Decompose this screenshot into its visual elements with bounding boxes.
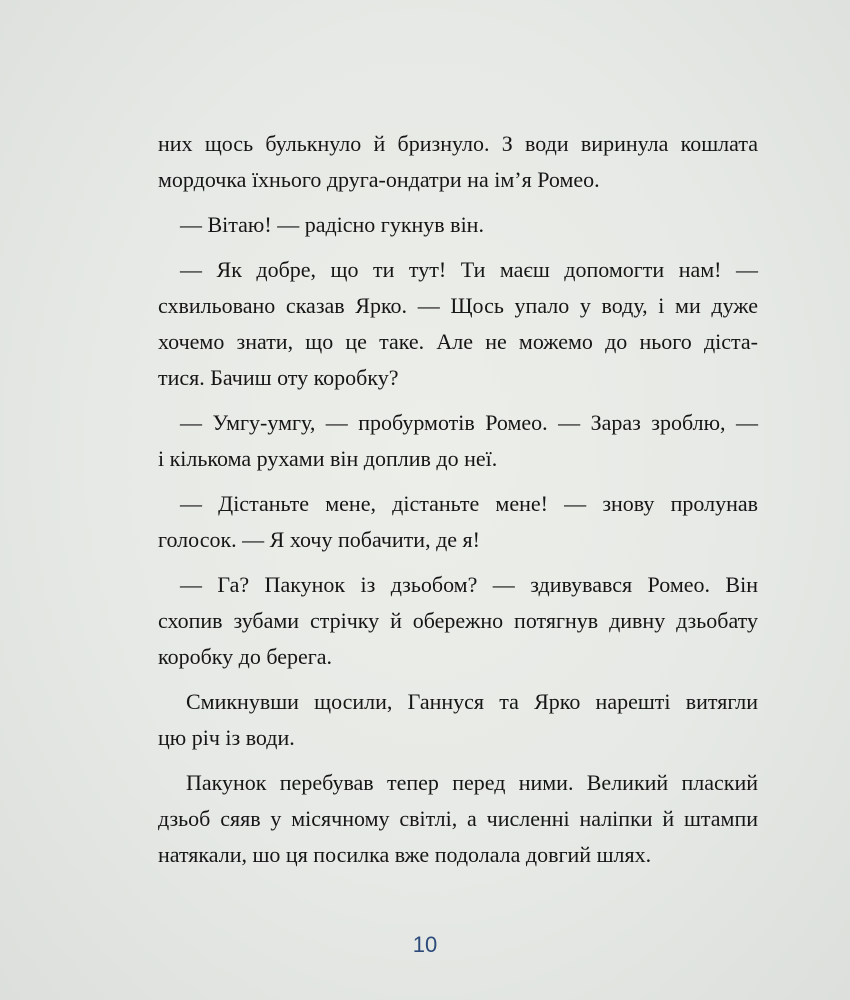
paragraph bbox=[158, 252, 758, 396]
story-text bbox=[158, 126, 758, 873]
text-line: схопив зубами стрічку й обережно потягнув дивну дзьобату bbox=[158, 608, 758, 633]
text-line: хочемо знати, що це таке. Але не можемо до нього діста- bbox=[158, 329, 758, 354]
text-line: Смикнувши щосили, Ганнуся та Ярко нарешті витягли bbox=[186, 689, 758, 714]
paragraph bbox=[158, 486, 758, 558]
text-line: Пакунок перебував тепер перед ними. Великий плаский bbox=[186, 770, 758, 795]
text-line: цю річ із води. bbox=[158, 725, 295, 750]
paragraph bbox=[158, 126, 758, 198]
text-line: дзьоб сяяв у місячному світлі, а численні наліпки й штампи bbox=[158, 806, 758, 831]
text-line: тися. Бачиш оту коробку? bbox=[158, 365, 399, 390]
text-line: — Га? Пакунок із дзьобом? — здивувався Ромео. Він bbox=[180, 572, 758, 597]
text-line: — Як добре, що ти тут! Ти маєш допомогти нам! — bbox=[180, 257, 758, 282]
paragraph bbox=[158, 684, 758, 756]
text-line: коробку до берега. bbox=[158, 644, 333, 669]
text-line: — Вітаю! — радісно гукнув він. bbox=[180, 212, 484, 237]
page-number: 10 bbox=[412, 932, 438, 957]
text-line: голосок. — Я хочу побачити, де я! bbox=[158, 527, 480, 552]
paragraph bbox=[158, 567, 758, 675]
text-line: них щось булькнуло й бризнуло. З води виринула кошлата bbox=[158, 131, 758, 156]
paragraph bbox=[158, 765, 758, 873]
text-line: і кількома рухами він доплив до неї. bbox=[158, 446, 498, 471]
paragraph bbox=[158, 207, 758, 243]
paragraph bbox=[158, 405, 758, 477]
text-line: — Дістаньте мене, дістаньте мене! — знову пролунав bbox=[180, 491, 758, 516]
text-line: — Умгу-умгу, — пробурмотів Ромео. — Зараз зроблю, — bbox=[180, 410, 758, 435]
text-line: мордочка їхнього друга-ондатри на ім’я Ромео. bbox=[158, 167, 600, 192]
text-line: схвильовано сказав Ярко. — Щось упало у воду, і ми дуже bbox=[158, 293, 758, 318]
text-line: натякали, шо ця посилка вже подолала довгий шлях. bbox=[158, 842, 652, 867]
